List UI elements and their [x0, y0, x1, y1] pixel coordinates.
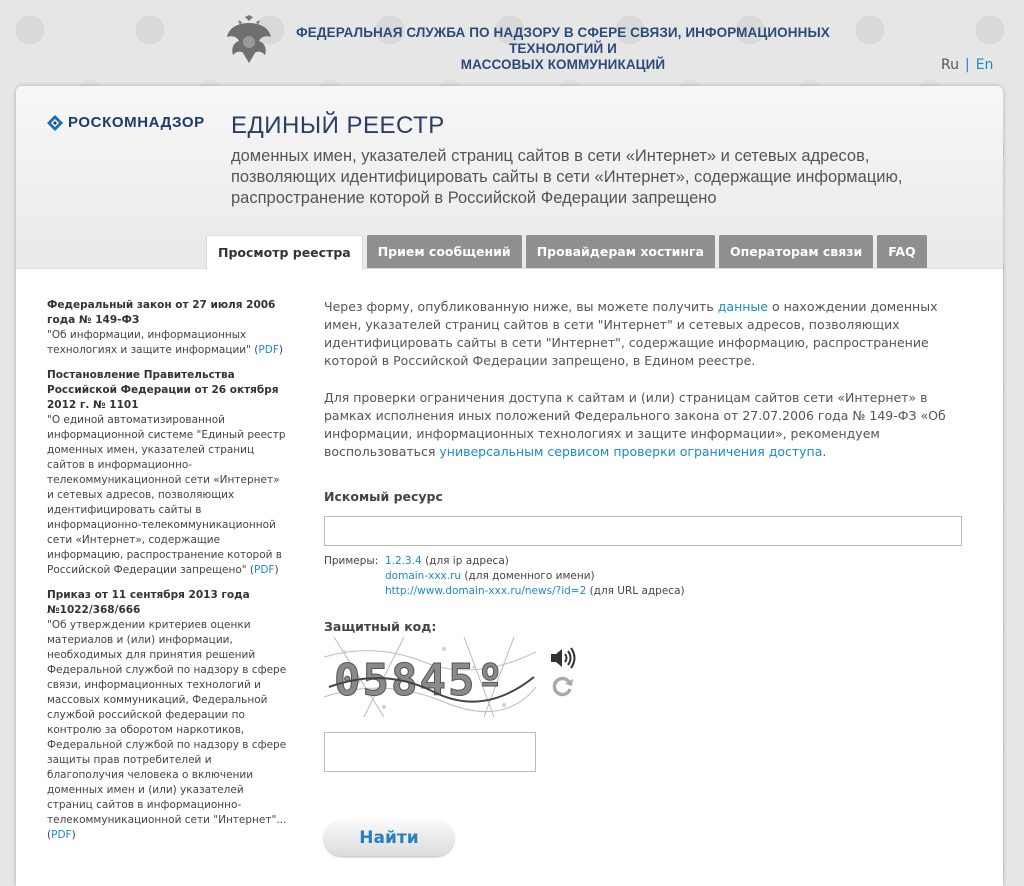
law-description: "О единой автоматизированной информационной системе "Единый реестр доменных имен, указателей страниц сайтов в информационно-телекоммуникационной сети «Интернет» и сетевых адресов, позволяющих идентифицировать сайты в информационно-телекоммуникационной сети «Интернет», содержащие информацию, распространение которой в Российской Федерации запрещено" ( [47, 414, 286, 576]
page-subtitle: доменных имен, указателей страниц сайтов в сети «Интернет» и сетевых адресов, позволяющих идентифицировать сайты в сети «Интернет», содержащие информацию, распространение которой в Российской Федерации запрещено [231, 147, 903, 207]
lang-en[interactable]: En [975, 57, 994, 73]
logo-text: РОСКОМНАДЗОР [68, 114, 205, 131]
example-item [385, 554, 685, 569]
data-link[interactable]: данные [717, 299, 768, 314]
law-description: "Об информации, информационных технологиях и защите информации" ( [47, 329, 259, 356]
tab-view-registry[interactable]: Просмотр реестра [206, 235, 363, 270]
audio-icon[interactable] [549, 647, 577, 669]
law-close-paren: ) [278, 344, 283, 356]
example-note: (для URL адреса) [586, 585, 685, 597]
roskomnadzor-logo-icon [47, 115, 63, 131]
top-bar [0, 0, 1024, 86]
resource-input[interactable] [324, 516, 962, 546]
access-check-service-link[interactable]: универсальным сервисом проверки ограничения доступа [439, 444, 823, 459]
example-url-link[interactable]: http://www.domain-xxx.ru/news/?id=2 [385, 585, 587, 597]
lang-separator: | [964, 57, 970, 73]
law-close-paren: ) [274, 564, 279, 576]
captcha-text: 05845º [334, 655, 505, 706]
law-pdf-link[interactable]: PDF [254, 564, 275, 576]
sidebar-laws [47, 298, 287, 853]
example-note: (для доменного имени) [461, 570, 595, 582]
intro-p2-after: . [822, 444, 827, 459]
example-ip-link[interactable]: 1.2.3.4 [385, 555, 422, 567]
example-item [385, 569, 685, 584]
agency-name-line2: МАССОВЫХ КОММУНИКАЦИЙ [460, 57, 666, 72]
captcha-label: Защитный код: [324, 619, 437, 634]
example-domain-link[interactable]: domain-xxx.ru [385, 570, 462, 582]
law-item [47, 588, 287, 843]
captcha-image [324, 637, 536, 717]
law-title: Постановление Правительства Российской Федерации от 26 октября 2012 г. № 1101 [47, 369, 279, 411]
resource-label: Искомый ресурс [324, 489, 443, 504]
examples-list [385, 554, 685, 599]
intro-p1-after: о нахождении доменных имен, указателей страниц сайтов в сети "Интернет" и сетевых адресов, позволяющих идентифицировать сайты в сети "Интернет", содержащие информацию, распространение которой в Российской Федерации запрещено, в Едином реестре. [324, 299, 938, 368]
law-item [47, 368, 287, 578]
agency-name [283, 25, 843, 73]
language-switcher [941, 57, 993, 73]
lang-ru[interactable]: Ru [941, 57, 959, 73]
tab-bar [206, 235, 931, 268]
intro-text [324, 298, 974, 480]
roskomnadzor-logo[interactable] [47, 114, 205, 131]
law-pdf-link[interactable]: PDF [51, 829, 72, 841]
intro-p1-before: Через форму, опубликованную ниже, вы можете получить [324, 299, 718, 314]
find-button[interactable]: Найти [324, 820, 454, 856]
tab-telecom-operators[interactable]: Операторам связи [719, 235, 873, 268]
examples-label: Примеры: [324, 555, 379, 567]
example-item [385, 584, 685, 599]
page-title: ЕДИНЫЙ РЕЕСТР [231, 112, 445, 139]
intro-paragraph-2 [324, 389, 974, 461]
example-note: (для ip адреса) [421, 555, 509, 567]
main-card [16, 86, 1003, 886]
law-item [47, 298, 287, 358]
intro-p2-before: Для проверки ограничения доступа к сайтам и (или) страницам сайтов сети «Интернет» в рамках исполнения иных положений Федерального закона от 27.07.2006 года № 149-ФЗ «Об информации, информационных технологиях и защите информации», рекомендуем воспользоваться [324, 390, 946, 459]
page-header [16, 86, 1003, 269]
agency-name-line1: ФЕДЕРАЛЬНАЯ СЛУЖБА ПО НАДЗОРУ В СФЕРЕ СВЯЗИ, ИНФОРМАЦИОННЫХ ТЕХНОЛОГИЙ И [296, 25, 830, 56]
captcha-code-input[interactable] [324, 732, 536, 772]
law-close-paren: ) [71, 829, 76, 841]
law-pdf-link[interactable]: PDF [258, 344, 279, 356]
law-description: "Об утверждении критериев оценки материалов и (или) информации, необходимых для принятия решений Федеральной службой по надзору в сфере связи, информационных технологий и массовых коммуникаций, Федеральной службой российской федерации по контролю за оборотом наркотиков, Федеральной службой по надзору в сфере защиты прав потребителей и благополучия человека о включении доменных имен и (или) указателей страниц сайтов в информационно-телекоммуникационной сети "Интернет"... ( [47, 619, 287, 841]
tab-hosting-providers[interactable]: Провайдерам хостинга [526, 235, 715, 268]
russian-emblem-icon [225, 15, 273, 65]
law-title: Приказ от 11 сентября 2013 года №1022/368/666 [47, 589, 250, 616]
tab-submit-reports[interactable]: Прием сообщений [367, 235, 522, 268]
law-title: Федеральный закон от 27 июля 2006 года № 149-ФЗ [47, 299, 276, 326]
refresh-icon[interactable] [552, 675, 574, 697]
tab-faq[interactable]: FAQ [877, 235, 926, 268]
intro-paragraph-1 [324, 298, 974, 370]
